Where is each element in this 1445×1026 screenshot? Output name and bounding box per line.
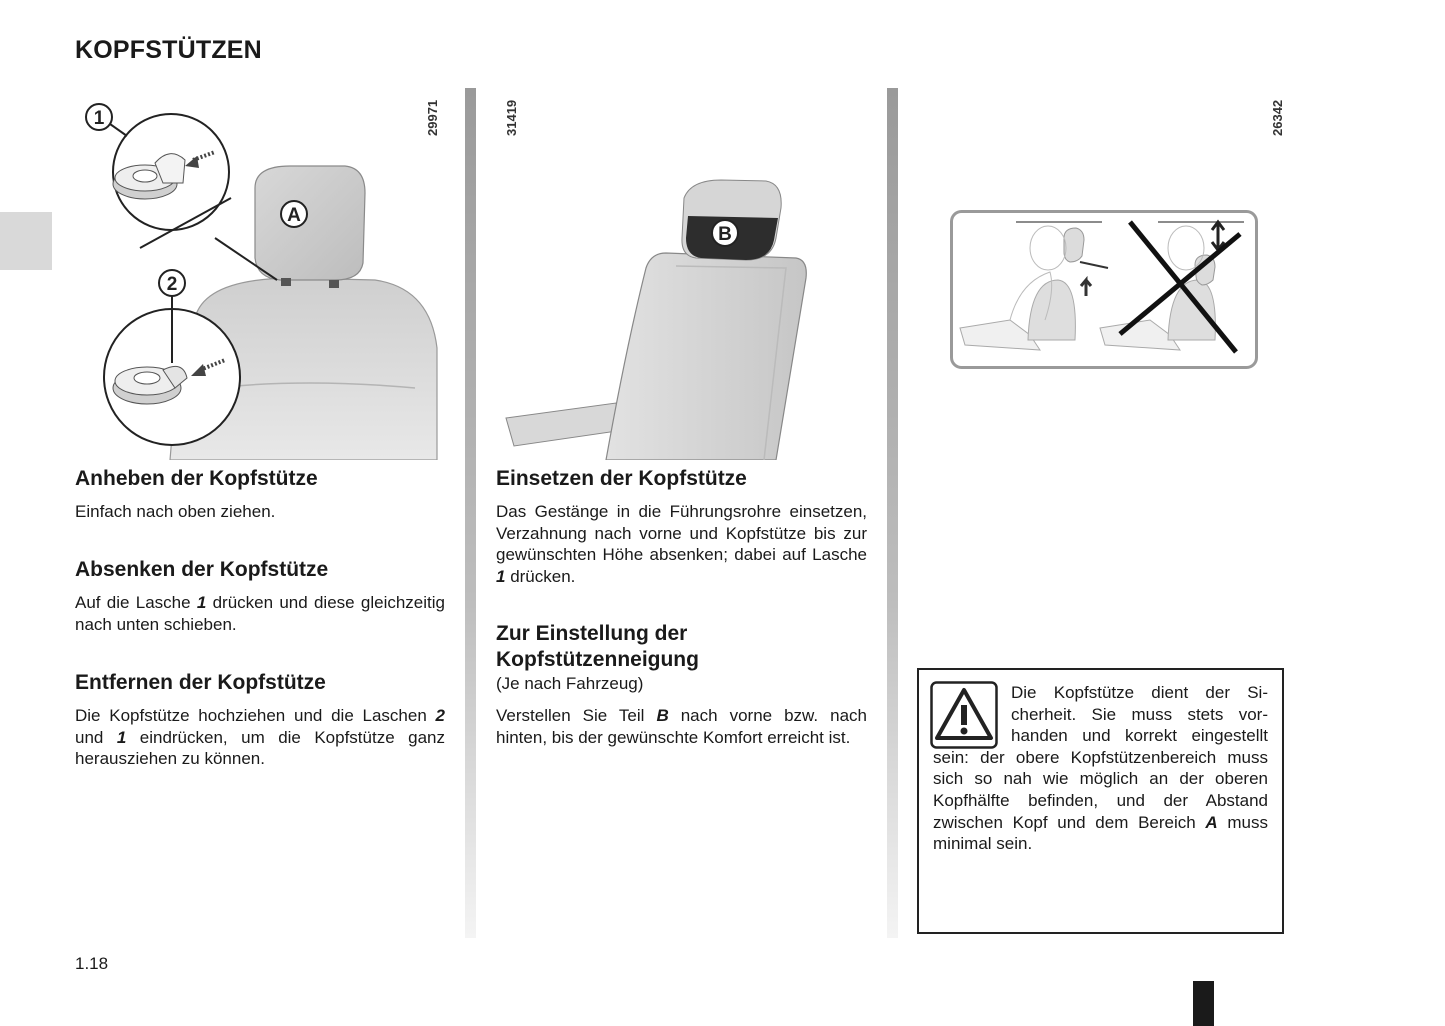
remove-text: Die Kopfstütze hochziehen und die Laschen 2 und 1 eindrücken, um die Kopfstütze ganz herausziehen zu können. [75, 706, 445, 768]
column-divider-2 [887, 88, 898, 938]
raise-heading: Anheben der Kopfstütze [75, 467, 318, 490]
section-side-tab [0, 212, 52, 270]
headrest-raise-illustration [75, 88, 447, 460]
insert-heading: Einsetzen der Kopfstütze [496, 467, 747, 490]
label-2: 2 [166, 274, 178, 295]
tab-reference: 1 [196, 593, 207, 612]
headrest-tilt-illustration [496, 88, 868, 460]
insert-text: Das Gestänge in die Führungsrohre einsetzen, Verzahnung nach vorne und Kopfstütze bis zur gewünschten Höhe absenken; dabei auf Lasche 1 drücken. [496, 502, 867, 586]
warning-text: Die Kopfstütze dient der Sicherheit. Sie muss stets vorhanden und korrekt eingestellt sein: der obere Kopfstützenbereich muss sich so nah wie möglich an der oberen Kopfhälfte befinden, und der Abstand zwischen Kopf und dem Bereich A muss minimal sein. [933, 683, 1268, 854]
tilt-heading: Zur Einstellung der Kopfstützenneigung [496, 622, 699, 671]
lower-text: Auf die Lasche 1 drücken und diese gleichzeitig nach unten schieben. [75, 593, 445, 634]
column-divider-1 [465, 88, 476, 938]
label-1: 1 [93, 108, 105, 129]
figure-number-2: 31419 [504, 99, 519, 136]
safety-warning-box [917, 668, 1284, 934]
figure-number-1: 29971 [425, 99, 440, 136]
page-edge-marker [1193, 981, 1214, 1026]
page-number: 1.18 [75, 954, 109, 973]
label-b: B [718, 224, 732, 245]
headrest-shape [255, 166, 365, 280]
lower-heading: Absenken der Kopfstütze [75, 558, 329, 581]
label-a: A [287, 205, 301, 226]
tilt-text: Verstellen Sie Teil B nach vorne bzw. nach hinten, bis der gewünschte Komfort erreicht ist. [496, 706, 867, 747]
remove-heading: Entfernen der Kopfstütze [75, 671, 326, 694]
tilt-note: (Je nach Fahrzeug) [496, 674, 644, 693]
page-title: KOPFSTÜTZEN [75, 36, 262, 64]
figure-number-3: 26342 [1270, 99, 1285, 136]
raise-text: Einfach nach oben ziehen. [75, 502, 276, 521]
headrest-position-illustration [950, 210, 1258, 370]
